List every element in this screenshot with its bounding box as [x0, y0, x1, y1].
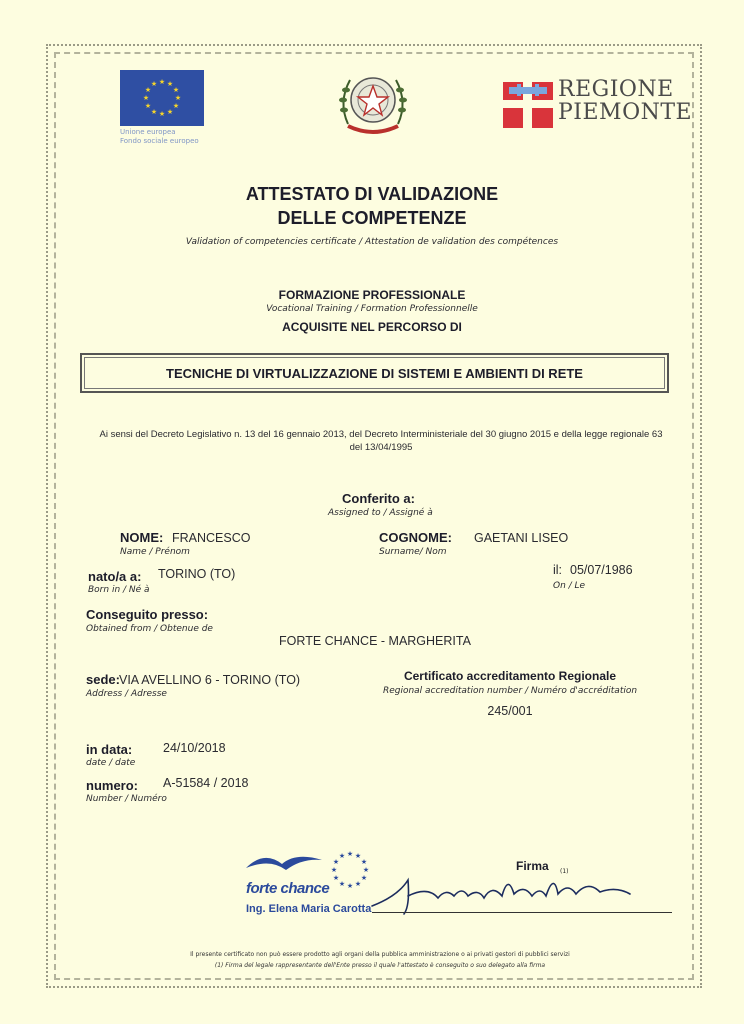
svg-text:★: ★ — [158, 110, 166, 118]
svg-text:★: ★ — [172, 102, 180, 110]
number-label: numero: — [86, 778, 138, 793]
name-translation: Name / Prénom — [120, 547, 190, 557]
obtained-label: Conseguito presso: — [86, 607, 209, 622]
svg-text:★: ★ — [166, 80, 174, 88]
accreditation-value: 245/001 — [487, 704, 533, 718]
legal-line2: del 13/04/1995 — [349, 442, 413, 453]
footer-footnote: (1) Firma del legale rappresentante dell'Ente presso il quale l'attestato è conseguito o suo delegato alla firma — [214, 962, 546, 969]
certificate-subtitle: Validation of competencies certificate / Attestation de validation des compétences — [185, 237, 559, 247]
name-label: NOME: — [120, 530, 164, 545]
issue-date-translation: date / date — [86, 758, 136, 768]
svg-text:★: ★ — [362, 866, 370, 874]
region-line1: REGIONE — [558, 77, 674, 102]
born-value: TORINO (TO) — [158, 567, 236, 581]
signature-label: Firma — [516, 859, 549, 873]
svg-text:★: ★ — [142, 94, 150, 102]
assigned-translation: Assigned to / Assigné à — [328, 508, 433, 518]
svg-text:★: ★ — [166, 108, 174, 116]
birthdate-translation: On / Le — [553, 581, 586, 591]
svg-text:★: ★ — [144, 86, 152, 94]
seagull-icon — [244, 848, 324, 878]
signer-name: Ing. Elena Maria Carotta — [246, 903, 372, 915]
training-heading: FORMAZIONE PROFESSIONALE — [278, 288, 466, 302]
svg-text:★: ★ — [330, 866, 338, 874]
number-translation: Number / Numéro — [86, 794, 167, 804]
eu-star-ring-icon — [328, 848, 372, 892]
issue-date-label: in data: — [86, 742, 133, 757]
surname-label: COGNOME: — [379, 530, 452, 545]
acquired-label: ACQUISITE NEL PERCORSO DI — [282, 320, 462, 334]
certificate-title-line2: DELLE COMPETENZE — [277, 208, 467, 228]
svg-text:★: ★ — [338, 852, 346, 860]
handwritten-signature — [368, 866, 638, 918]
training-heading-translation: Vocational Training / Formation Professionnelle — [266, 304, 478, 314]
surname-translation: Surname/ Nom — [379, 547, 447, 557]
name-value: FRANCESCO — [172, 531, 251, 545]
eu-caption-line2: Fondo sociale europeo — [120, 137, 199, 145]
regione-piemonte-logo — [503, 82, 553, 128]
assigned-label: Conferito a: — [342, 491, 415, 506]
course-title: TECNICHE DI VIRTUALIZZAZIONE DI SISTEMI E AMBIENTI DI RETE — [166, 365, 583, 381]
eu-caption — [120, 128, 230, 146]
svg-text:★: ★ — [346, 882, 354, 890]
obtained-translation: Obtained from / Obtenue de — [86, 624, 213, 634]
region-line2: PIEMONTE — [558, 100, 693, 125]
svg-text:★: ★ — [158, 78, 166, 86]
number-value: A-51584 / 2018 — [163, 776, 249, 790]
svg-text:★: ★ — [360, 874, 368, 882]
svg-text:★: ★ — [354, 880, 362, 888]
surname-value: GAETANI LISEO — [474, 531, 569, 545]
eu-flag-logo — [120, 70, 204, 126]
site-label: sede: — [86, 672, 120, 687]
svg-text:★: ★ — [338, 880, 346, 888]
svg-text:★: ★ — [174, 94, 182, 102]
birthdate-value: 05/07/1986 — [570, 563, 633, 577]
certificate-title-line1: ATTESTATO DI VALIDAZIONE — [245, 184, 499, 204]
svg-text:★: ★ — [144, 102, 152, 110]
regione-piemonte-text — [558, 77, 693, 125]
course-title-box — [80, 353, 669, 393]
svg-text:★: ★ — [360, 858, 368, 866]
svg-text:★: ★ — [332, 874, 340, 882]
legal-line1: Ai sensi del Decreto Legislativo n. 13 del 16 gennaio 2013, del Decreto Interministeriale del 30 giugno 2015 e della legge regionale 63 — [99, 429, 663, 440]
svg-text:★: ★ — [150, 80, 158, 88]
born-translation: Born in / Né à — [88, 585, 150, 595]
obtained-value: FORTE CHANCE - MARGHERITA — [279, 634, 471, 648]
signature-footnote-marker: (1) — [560, 868, 569, 875]
svg-text:★: ★ — [346, 850, 354, 858]
accreditation-translation: Regional accreditation number / Numéro d'accréditation — [382, 686, 638, 696]
forte-chance-logo-text: forte chance — [246, 880, 330, 897]
footer-disclaimer: Il presente certificato non può essere prodotto agli organi della pubblica amministrazione o ai privati gestori di pubblici servizi — [190, 951, 570, 958]
site-value: VIA AVELLINO 6 - TORINO (TO) — [119, 673, 301, 687]
born-label: nato/a a: — [88, 569, 142, 584]
birthdate-label: il: — [553, 563, 563, 577]
eu-stars-icon — [120, 70, 204, 126]
svg-text:★: ★ — [172, 86, 180, 94]
accreditation-label: Certificato accreditamento Regionale — [403, 669, 617, 683]
eu-caption-line1: Unione europea — [120, 128, 176, 136]
italian-republic-emblem — [334, 66, 412, 140]
svg-text:★: ★ — [150, 108, 158, 116]
svg-text:★: ★ — [354, 852, 362, 860]
legal-basis-text — [86, 428, 676, 454]
svg-text:★: ★ — [332, 858, 340, 866]
site-translation: Address / Adresse — [86, 689, 167, 699]
signature-line — [372, 912, 672, 913]
issue-date-value: 24/10/2018 — [163, 741, 226, 755]
